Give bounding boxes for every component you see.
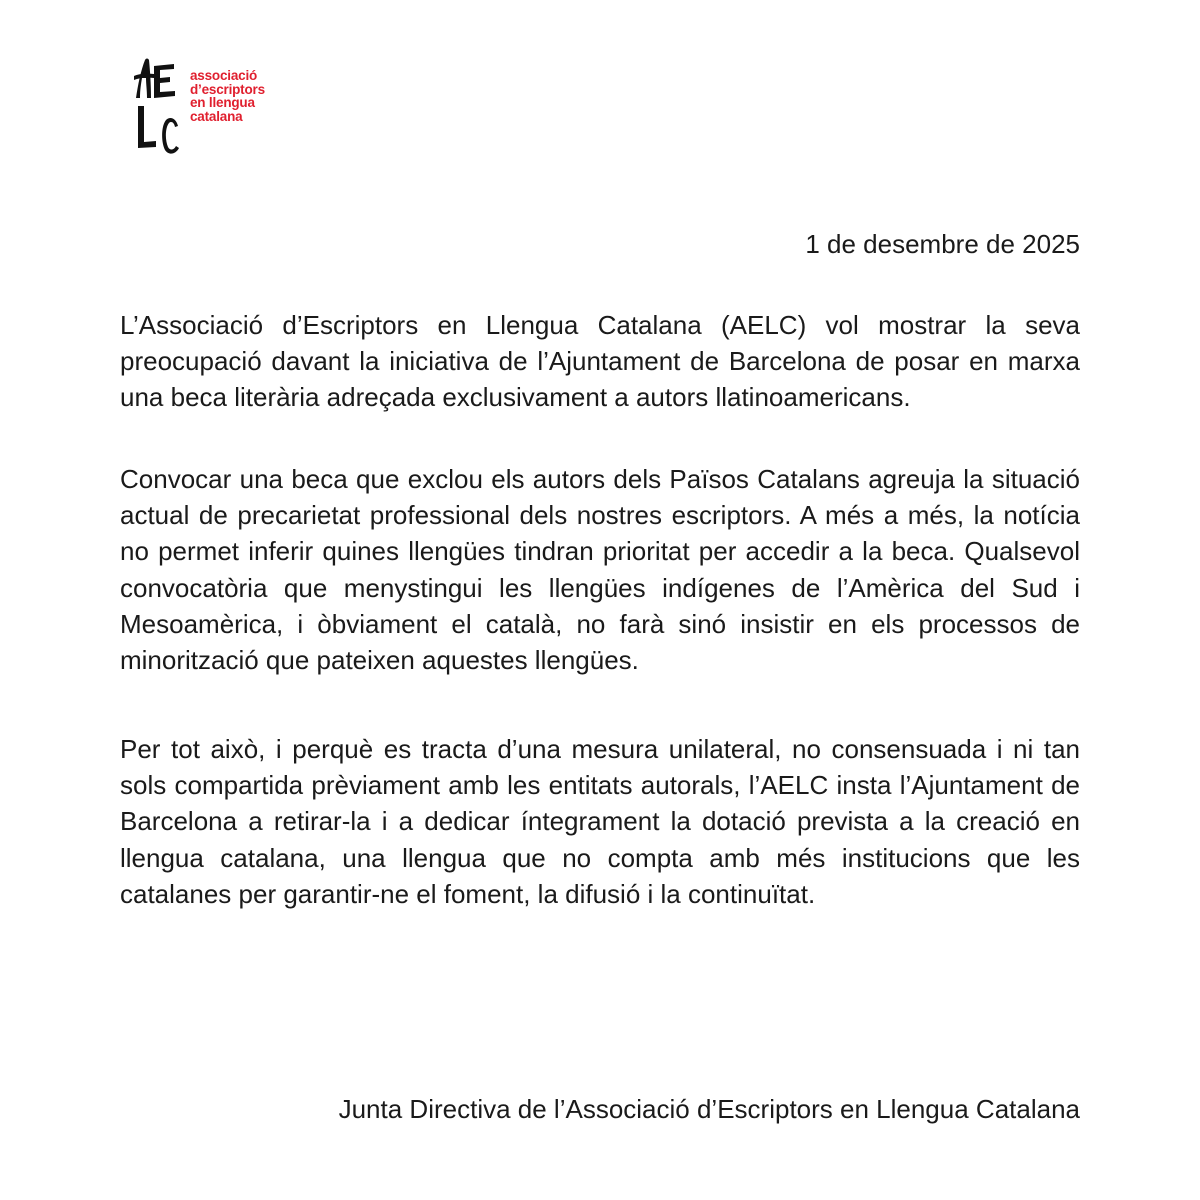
letter-paragraph-3: Per tot això, i perquè es tracta d’una mesura unilateral, no consensuada i ni tan sols compartida prèviament amb les entitats autorals, l’AELC insta l’Ajuntament de Barcelona a retirar-la i a dedicar íntegrament la dotació prevista a la creació en llengua catalana, una llengua que no compta amb més institucions que les catalanes per garantir-ne el foment, la difusió i la continuïtat.: [120, 734, 1080, 909]
aelc-logo: [132, 54, 302, 158]
letter-paragraph-2: Convocar una beca que exclou els autors dels Països Catalans agreuja la situació actual de precarietat professional dels nostres escriptors. A més a més, la notícia no permet inferir quines llengües tindran prioritat per accedir a la beca. Qualsevol convocatòria que menystingui les llengües indígenes de l’Amèrica del Sud i Mesoamèrica, i òbviament el català, no farà sinó insistir en els processos de minorització que pateixen aquestes llengües.: [120, 464, 1080, 676]
logo-text-line: d’escriptors: [190, 81, 265, 97]
letter-date: 1 de desembre de 2025: [805, 229, 1080, 259]
aelc-logo-wordmark: [190, 69, 265, 123]
logo-text-line: en llengua: [190, 95, 255, 110]
letter-signature: Junta Directiva de l’Associació d’Escriptors en Llengua Catalana: [338, 1094, 1080, 1124]
logo-text-line: catalana: [190, 108, 243, 124]
letter-paragraph-1: L’Associació d’Escriptors en Llengua Catalana (AELC) vol mostrar la seva preocupació davant la iniciativa de l’Ajuntament de Barcelona de posar en marxa una beca literària adreçada exclusivament a autors llatinoamericans.: [120, 310, 1080, 413]
aelc-logo-mark: [132, 54, 184, 158]
logo-text-line: associació: [190, 68, 258, 83]
